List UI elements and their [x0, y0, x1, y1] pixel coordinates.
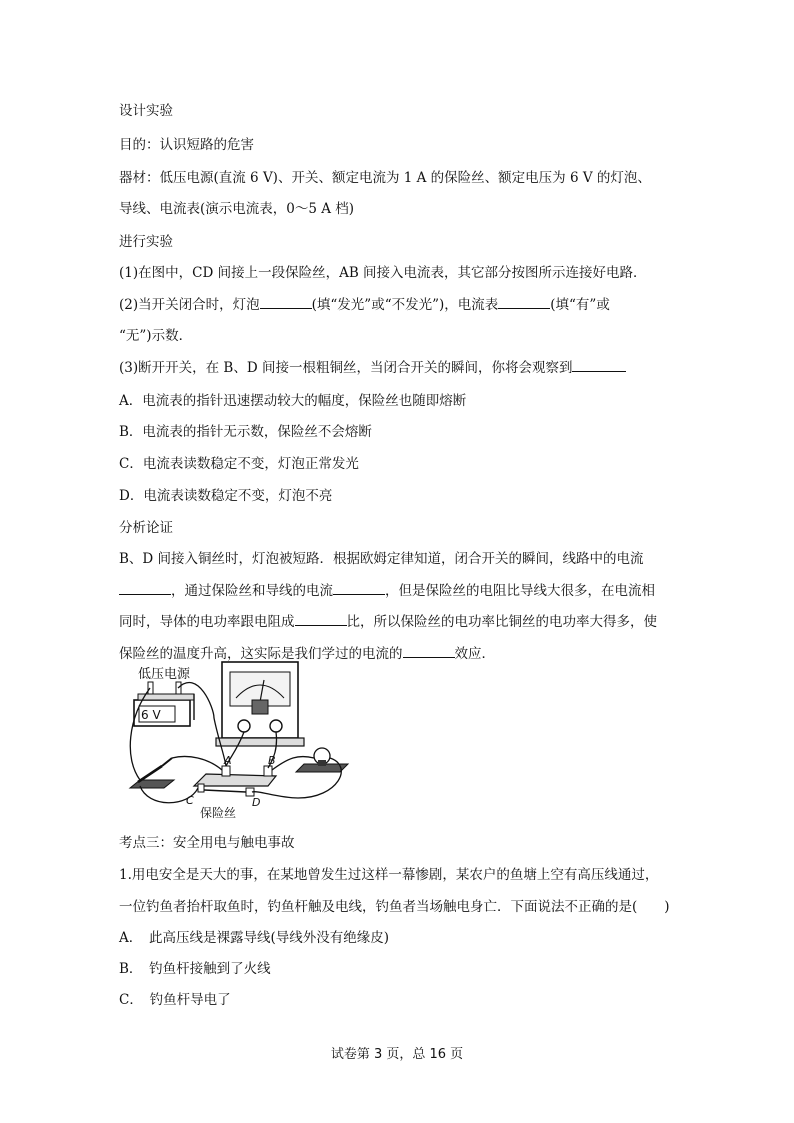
- analysis-3-text-a: 同时，导体的电功率跟电阻成: [119, 614, 295, 630]
- voltage-label: 6 V: [141, 708, 161, 722]
- question-1-line-2: 一位钓鱼者抬杆取鱼时，钓鱼杆触及电线，钓鱼者当场触电身亡．下面说法不正确的是( ): [119, 899, 670, 915]
- question-1-option-a: A． 此高压线是裸露导线(导线外没有绝缘皮): [119, 930, 390, 946]
- power-supply-label: 低压电源: [138, 667, 191, 682]
- fuse-label: 保险丝: [200, 806, 237, 820]
- step-1: (1)在图中，CD 间接上一段保险丝，AB 间接入电流表，其它部分按图所示连接好电路．: [119, 265, 647, 281]
- section-analysis: 分析论证: [119, 520, 173, 536]
- section-experiment: 进行实验: [119, 234, 173, 250]
- analysis-line-1: B、D 间接入铜丝时，灯泡被短路．根据欧姆定律知道，闭合开关的瞬间，线路中的电流: [119, 551, 644, 567]
- point-a-label: A: [224, 754, 232, 767]
- analysis-line-3: [119, 613, 657, 631]
- purpose-line: 目的：认识短路的危害: [119, 137, 254, 153]
- light-bulb: [296, 748, 348, 772]
- answer-blank-bulb[interactable]: [260, 296, 312, 309]
- analysis-3-text-b: 比，所以保险丝的电功率比铜丝的电功率大得多，使: [346, 614, 657, 630]
- step-3-line: [119, 359, 626, 377]
- step-2-text-c: (填“有”或: [550, 297, 610, 313]
- analysis-4-text-b: 效应．: [454, 646, 495, 662]
- analysis-line-2: [119, 582, 655, 600]
- key-point-3: 考点三：安全用电与触电事故: [119, 835, 295, 851]
- step-2-cont: “无”)示数．: [119, 328, 193, 344]
- option-b: B．电流表的指针无示数，保险丝不会熔断: [119, 424, 372, 440]
- ammeter: [216, 662, 304, 746]
- question-1-line-1: 1.用电安全是天大的事，在某地曾发生过这样一幕惨剧，某农户的鱼塘上空有高压线通过，: [119, 867, 659, 883]
- analysis-4-text-a: 保险丝的温度升高，这实际是我们学过的电流的: [119, 646, 403, 662]
- step-3-text: (3)断开开关，在 B、D 间接一根粗铜丝，当闭合开关的瞬间，你将会观察到: [119, 360, 573, 376]
- answer-blank-equal[interactable]: [333, 582, 385, 595]
- switch: [130, 758, 174, 788]
- option-d: D．电流表读数稳定不变，灯泡不亮: [119, 488, 333, 504]
- answer-blank-ammeter[interactable]: [498, 296, 550, 309]
- answer-blank-effect[interactable]: [403, 645, 455, 658]
- analysis-2-text-b: ，通过保险丝和导线的电流: [171, 583, 333, 599]
- option-c: C．电流表读数稳定不变，灯泡正常发光: [119, 456, 359, 472]
- answer-blank-ratio[interactable]: [295, 613, 347, 626]
- circuit-diagram: [118, 658, 363, 820]
- section-design: 设计实验: [119, 103, 173, 119]
- question-1-option-c: C． 钓鱼杆导电了: [119, 992, 231, 1008]
- answer-blank-current[interactable]: [119, 582, 171, 595]
- step-2-text-a: (2)当开关闭合时，灯泡: [119, 297, 260, 313]
- materials-line-1: 器材：低压电源(直流 6 V)、开关、额定电流为 1 A 的保险丝、额定电压为 6 V 的灯泡、: [119, 170, 651, 186]
- materials-line-2: 导线、电流表(演示电流表，0～5 A 档): [119, 201, 355, 217]
- point-b-label: B: [268, 754, 276, 767]
- analysis-2-text-c: ，但是保险丝的电阻比导线大很多，在电流相: [385, 583, 655, 599]
- step-2-text-b: (填“发光”或“不发光”)，电流表: [311, 297, 499, 313]
- option-a: A．电流表的指针迅速摆动较大的幅度，保险丝也随即熔断: [119, 393, 467, 409]
- page-footer: 试卷第 3 页，总 16 页: [330, 1047, 464, 1062]
- point-d-label: D: [252, 796, 261, 809]
- answer-blank-observe[interactable]: [572, 359, 626, 372]
- question-1-option-b: B． 钓鱼杆接触到了火线: [119, 961, 271, 977]
- fuse-board: [194, 766, 276, 796]
- point-c-label: C: [186, 794, 194, 807]
- step-2-line: [119, 296, 610, 314]
- power-supply: [134, 682, 194, 726]
